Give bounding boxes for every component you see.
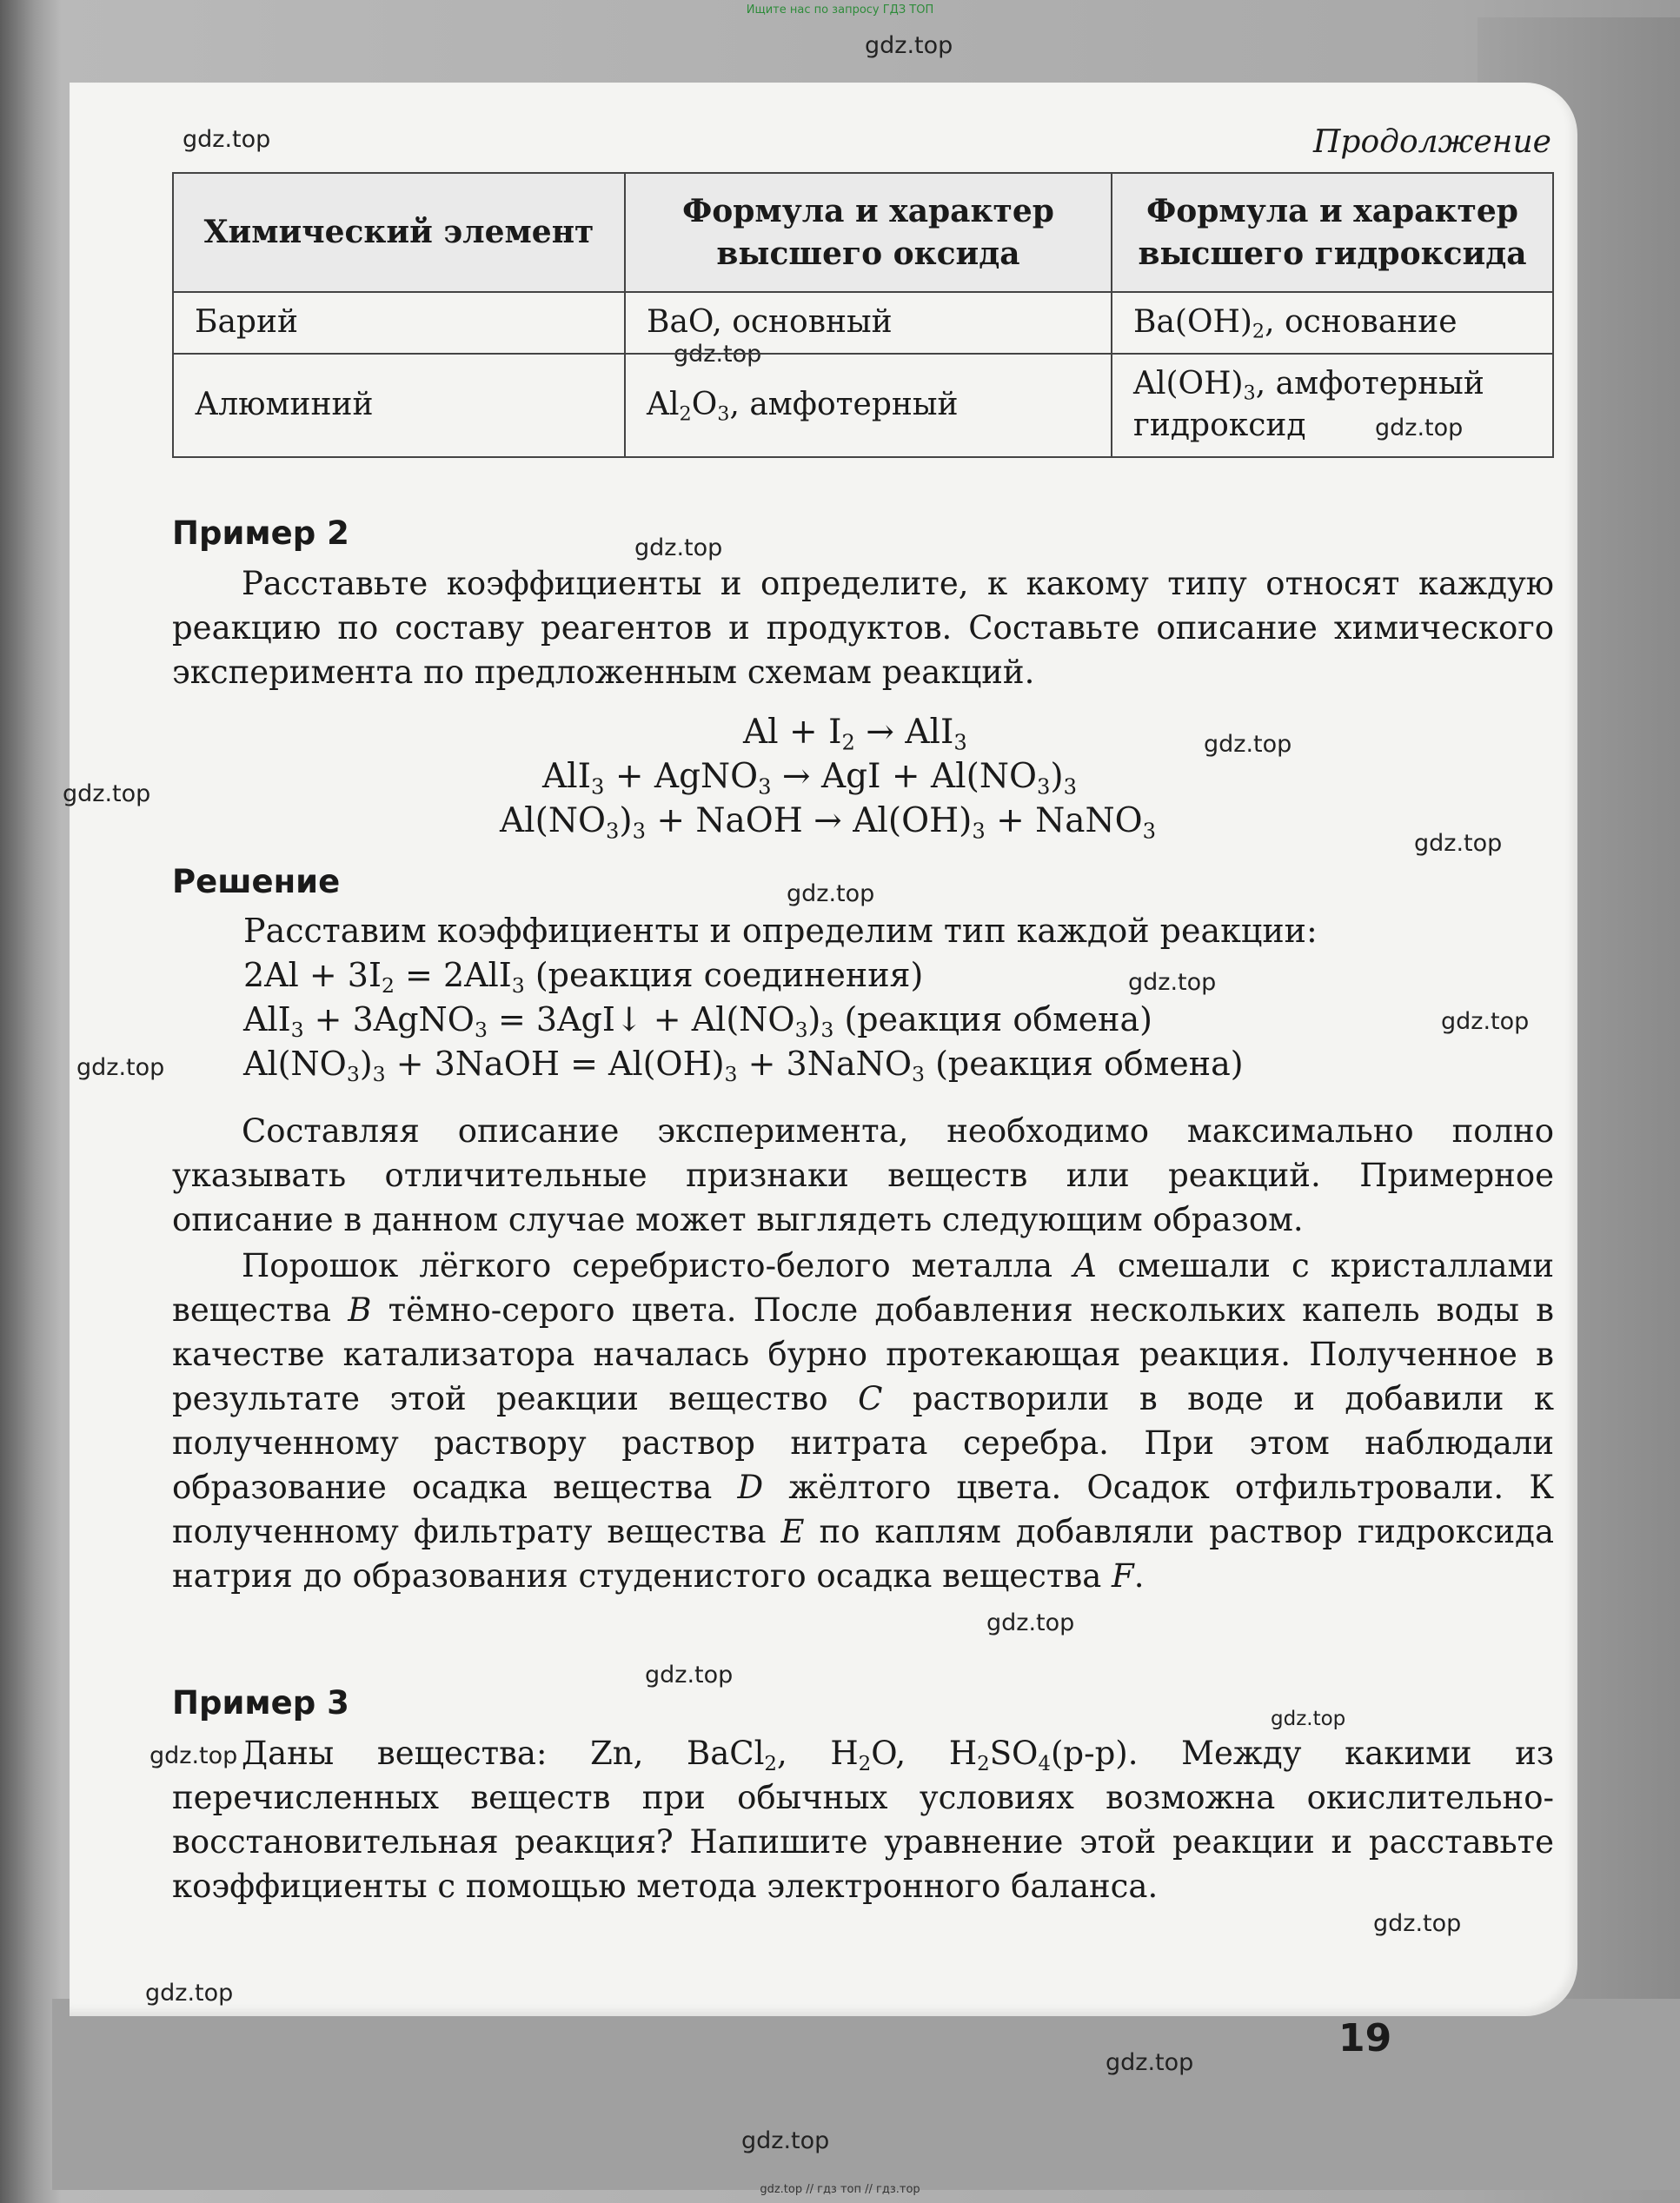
solution-equations bbox=[243, 909, 1318, 1086]
example2-heading: Пример 2 bbox=[172, 514, 349, 552]
solution-intro: Расставим коэффициенты и определим тип каждой реакции: bbox=[243, 912, 1318, 950]
elements-table bbox=[172, 172, 1554, 458]
watermark: gdz.top bbox=[1106, 2049, 1194, 2076]
watermark: gdz.top bbox=[63, 780, 151, 807]
scheme-equation-2: AlI$_3$ + AgNO$_3$ → AgI + $Al(NO_3)_3$ bbox=[542, 757, 1077, 800]
watermark: gdz.top bbox=[1128, 969, 1217, 996]
watermark: gdz.top bbox=[865, 32, 953, 59]
continued-label: Продолжение bbox=[1313, 124, 1551, 160]
watermark: gdz.top bbox=[149, 1742, 238, 1769]
watermark: gdz.top bbox=[183, 126, 271, 153]
watermark: gdz.top bbox=[1271, 1708, 1346, 1730]
page-number: 19 bbox=[1338, 2016, 1392, 2060]
example3-task: Даны вещества: Zn, BaCl$_2$, $H_2O$, $H_2SO_4(р-р)$. Между какими из перечисленных веществ при обычных условиях возможна окислительно-восстановительная реакция? Напишите уравнение этой реакции и расставьте коэффициенты с помощью метода электронного баланса. bbox=[172, 1735, 1554, 1905]
solution-equation-2: AlI$_3$ + 3AgNO$_3$ = 3AgI↓ + $Al(NO_3)_3$ (реакция обмена) bbox=[243, 1000, 1152, 1043]
watermark: gdz.top bbox=[645, 1662, 734, 1689]
watermark: gdz.top bbox=[1441, 1008, 1530, 1035]
watermark: gdz.top bbox=[634, 534, 723, 561]
watermark: gdz.top bbox=[1373, 1910, 1462, 1937]
table-cell: Алюминий bbox=[173, 354, 625, 457]
table-header: Формула и характер высшего оксида bbox=[625, 173, 1112, 292]
watermark: gdz.top bbox=[76, 1054, 165, 1081]
watermark: gdz.top bbox=[1375, 415, 1464, 441]
table-header: Формула и характер высшего гидроксида bbox=[1112, 173, 1553, 292]
solution-equation-3: $Al(NO_3)_3$ + 3NaOH = $Al(OH)_3$ + 3NaNO$_3$ (реакция обмена) bbox=[243, 1045, 1244, 1087]
solution-equation-1: $2Al + 3I_2 = 2AlI_3$ (реакция соединения) bbox=[243, 956, 924, 999]
scheme-equation-3: $Al(NO_3)_3$ + NaOH → $Al(OH)_3$ + NaNO$_3$ bbox=[500, 801, 1157, 844]
watermark: gdz.top bbox=[1414, 830, 1503, 857]
solution-heading: Решение bbox=[172, 863, 341, 900]
table-cell: BaO, основный bbox=[625, 292, 1112, 354]
table-row bbox=[173, 354, 1553, 457]
watermark: gdz.top bbox=[145, 1980, 234, 2007]
table-header: Химический элемент bbox=[173, 173, 625, 292]
example3-heading: Пример 3 bbox=[172, 1684, 349, 1722]
bottom-margin bbox=[52, 1999, 1680, 2190]
bottom-banner: gdz.top // гдз топ // гдз.тор bbox=[760, 2183, 920, 2196]
table-cell: $Al_2O_3$, амфотерный bbox=[625, 354, 1112, 457]
watermark: gdz.top bbox=[787, 880, 875, 907]
watermark: gdz.top bbox=[741, 2127, 830, 2154]
table-cell: $Al(OH)_3$, амфотерный гидроксид bbox=[1112, 354, 1553, 457]
watermark: gdz.top bbox=[674, 341, 762, 368]
watermark: gdz.top bbox=[986, 1609, 1075, 1636]
table-row bbox=[173, 292, 1553, 354]
watermark: gdz.top bbox=[1204, 731, 1292, 758]
solution-paragraph-1: Составляя описание эксперимента, необходимо максимально полно указывать отличительные признаки веществ или реакций. Примерное описание в данном случае может выглядеть следующим образом. bbox=[172, 1112, 1554, 1238]
scheme-equation-1: $Al + I_2 \to AlI_3$ bbox=[743, 713, 967, 755]
example2-task: Расставьте коэффициенты и определите, к какому типу относят каждую реакцию по составу реагентов и продуктов. Составьте описание химического эксперимента по предложенным схемам реакций. bbox=[172, 565, 1554, 691]
solution-paragraph-2: Порошок лёгкого серебристо-белого металла A смешали с кристаллами вещества B тёмно-серого цвета. После добавления нескольких капель воды в качестве катализатора началась бурно протекающая реакция. Полученное в результате этой реакции вещество C растворили в воде и добавили к полученному раствору раствор нитрата серебра. При этом наблюдали образование осадка вещества D жёлтого цвета. Осадок отфильтровали. К полученному фильтрату вещества E по каплям добавляли раствор гидроксида натрия до образования студенистого осадка вещества F. bbox=[172, 1247, 1555, 1595]
table-cell: Барий bbox=[173, 292, 625, 354]
table-cell: $Ba(OH)_2$, основание bbox=[1112, 292, 1553, 354]
table-header-row bbox=[173, 173, 1553, 292]
top-banner: Ищите нас по запросу ГДЗ ТОП bbox=[746, 3, 934, 17]
